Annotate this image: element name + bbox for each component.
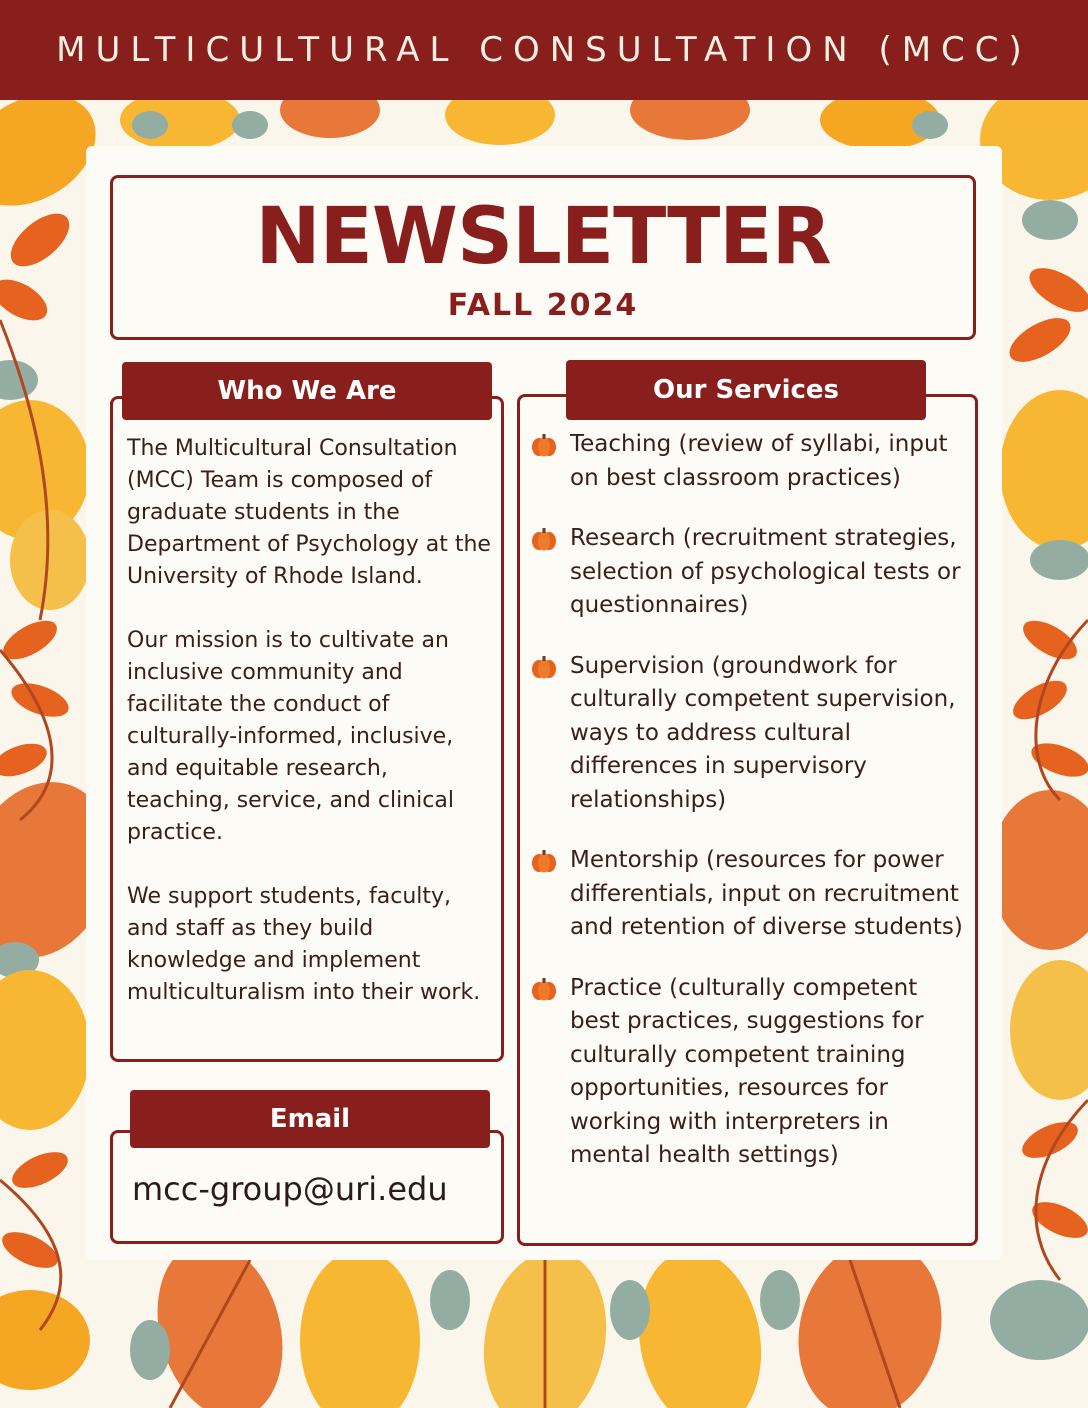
service-item-text: Teaching (review of syllabi, input on best classroom practices) <box>570 431 948 491</box>
service-item-text: Mentorship (resources for power differentials, input on recruitment and retention of diverse students) <box>570 847 963 940</box>
service-item-supervision <box>530 650 970 818</box>
newsletter-title: NEWSLETTER <box>255 192 831 282</box>
service-item-text: Research (recruitment strategies, selection of psychological tests or questionnaires) <box>570 525 961 618</box>
pumpkin-icon <box>530 977 558 1001</box>
service-item-text: Supervision (groundwork for culturally competent supervision, ways to address cultural differences in supervisory relationships) <box>570 652 956 813</box>
who-we-are-text <box>127 433 495 1041</box>
email-address[interactable]: mcc-group@uri.edu <box>132 1170 448 1208</box>
service-item-practice <box>530 972 970 1173</box>
who-we-are-heading: Who We Are <box>122 362 492 420</box>
service-item-teaching <box>530 428 970 495</box>
email-heading: Email <box>130 1090 490 1148</box>
pumpkin-icon <box>530 433 558 457</box>
service-item-text: Practice (culturally competent best practices, suggestions for culturally competent training opportunities, resources for working with interpreters in mental health settings) <box>570 974 924 1168</box>
who-we-are-paragraph: The Multicultural Consultation (MCC) Team is composed of graduate students in the Department of Psychology at the University of Rhode Island. <box>127 436 491 589</box>
pumpkin-icon <box>530 527 558 551</box>
pumpkin-icon <box>530 849 558 873</box>
header-banner-text: MULTICULTURAL CONSULTATION (MCC) <box>56 30 1032 70</box>
services-list <box>530 428 970 1200</box>
who-we-are-paragraph: Our mission is to cultivate an inclusive community and facilitate the conduct of culturally-informed, inclusive, and equitable research, teaching, service, and clinical practice. <box>127 628 454 845</box>
pumpkin-icon <box>530 655 558 679</box>
service-item-research <box>530 522 970 623</box>
newsletter-season: FALL 2024 <box>447 288 639 323</box>
title-box <box>110 175 976 340</box>
services-heading: Our Services <box>566 360 926 420</box>
who-we-are-paragraph: We support students, faculty, and staff as they build knowledge and implement multiculturalism into their work. <box>127 884 481 1005</box>
service-item-mentorship <box>530 844 970 945</box>
header-banner <box>0 0 1088 100</box>
